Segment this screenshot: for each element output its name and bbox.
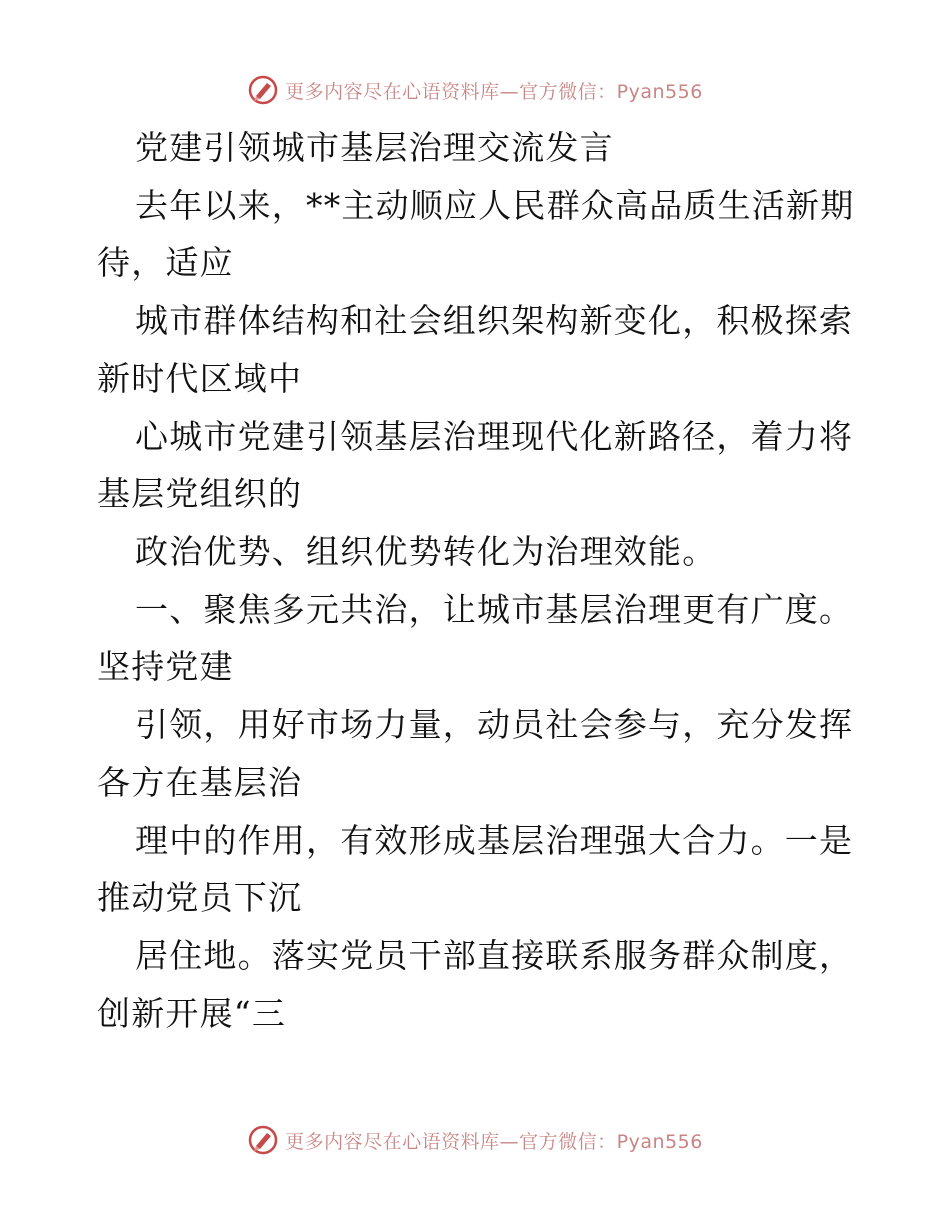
pen-logo-icon [247, 74, 279, 106]
text-line: 城市群体结构和社会组织架构新变化，积极探索 [135, 301, 854, 340]
text-line: 政治优势、组织优势转化为治理效能。 [135, 532, 717, 571]
text-line: 创新开展“三 [97, 994, 287, 1033]
text-line: 推动党员下沉 [97, 878, 303, 917]
text-line: 去年以来，**主动顺应人民群众高品质生活新期 [135, 186, 855, 225]
section-heading: 一、聚焦多元共治，让城市基层治理更有广度。 [135, 590, 854, 629]
text-line: 基层党组织的 [97, 474, 303, 513]
text-line: 居住地。落实党员干部直接联系服务群众制度， [135, 936, 854, 975]
text-line: 新时代区域中 [97, 359, 303, 398]
text-line: 待，适应 [97, 243, 234, 282]
document-title: 党建引领城市基层治理交流发言 [135, 128, 614, 167]
text-line: 理中的作用，有效形成基层治理强大合力。一是 [135, 821, 854, 860]
header-watermark [0, 72, 950, 108]
footer-watermark [0, 1122, 950, 1158]
watermark-text: 更多内容尽在心语资料库—官方微信：Pyan556 [285, 1130, 703, 1153]
text-line: 引领，用好市场力量，动员社会参与，充分发挥 [135, 705, 854, 744]
text-line: 坚持党建 [97, 647, 234, 686]
text-line: 心城市党建引领基层治理现代化新路径，着力将 [135, 417, 854, 456]
text-line: 各方在基层治 [97, 763, 303, 802]
pen-logo-icon [247, 1124, 279, 1156]
watermark-text: 更多内容尽在心语资料库—官方微信：Pyan556 [285, 80, 703, 103]
